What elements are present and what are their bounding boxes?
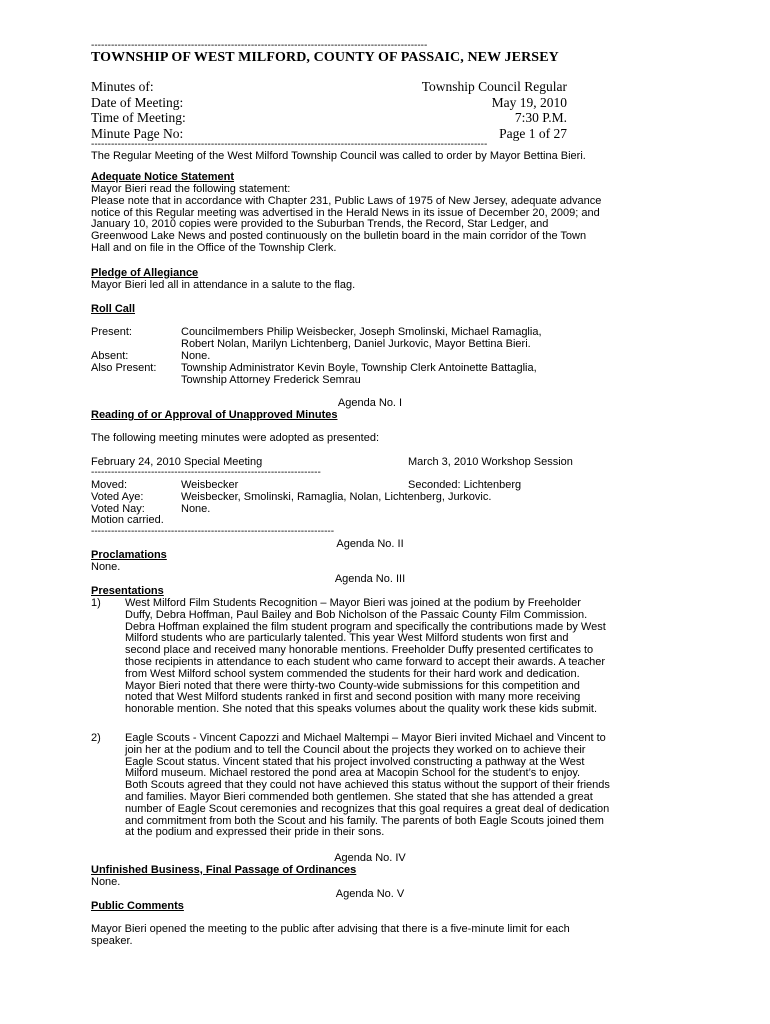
pledge-text: Mayor Bieri led all in attendance in a salute to the flag. <box>91 279 356 291</box>
header-value-page: Page 1 of 27 <box>499 125 567 141</box>
paragraph-line: Milford museum. Michael restored the pond area at Macopin School for the student’s to enjoy. <box>125 767 581 780</box>
paragraph-line: at the podium and expressed their pride in their sons. <box>125 826 385 839</box>
paragraph-line: Mayor Bieri read the following statement: <box>91 183 291 195</box>
adequate-notice-text <box>91 184 671 255</box>
meeting-mar-3: March 3, 2010 Workshop Session <box>408 456 573 468</box>
voted-nay-label: Voted Nay: <box>91 503 145 515</box>
meeting-feb-24: February 24, 2010 Special Meeting <box>91 456 263 468</box>
agenda-1-label: Agenda No. I <box>337 397 403 409</box>
top-rule: ----------------------------------------------------------------------------------------------------- <box>91 41 428 51</box>
paragraph-line: honorable mention. She noted that this speaks volumes about the quality work these kids submit. <box>125 703 598 716</box>
public-comments-heading: Public Comments <box>91 900 184 912</box>
voted-aye-label: Voted Aye: <box>91 491 144 503</box>
header-label-page: Minute Page No: <box>91 125 184 141</box>
agenda-1-heading: Reading of or Approval of Unapproved Minutes <box>91 409 338 421</box>
header-label-time: Time of Meeting: <box>91 110 186 126</box>
also-present-line-1: Township Administrator Kevin Boyle, Township Clerk Antoinette Battaglia, <box>181 362 537 374</box>
header-label-date: Date of Meeting: <box>91 94 184 110</box>
agenda-3-label: Agenda No. III <box>334 573 406 585</box>
moved-label: Moved: <box>91 479 128 491</box>
paragraph-line: Debra Hoffman explained the film student program and specifically the contributions made by West <box>125 620 606 633</box>
motion-carried: Motion carried. <box>91 514 164 526</box>
agenda-4-label: Agenda No. IV <box>334 852 406 864</box>
agenda-2-label: Agenda No. II <box>336 538 404 550</box>
present-label: Present: <box>91 326 132 338</box>
proclamations-text: None. <box>91 561 121 573</box>
paragraph-line: number of Eagle Scout ceremonies and recognizes that this goal requires a great deal of dedication <box>125 802 610 815</box>
paragraph-line: West Milford Film Students Recognition – Mayor Bieri was joined at the podium by Freeholder <box>125 597 581 609</box>
intro-text: The Regular Meeting of the West Milford Township Council was called to order by Mayor Bettina Bieri. <box>91 150 586 162</box>
moved-value: Weisbecker <box>181 479 239 491</box>
paragraph-line: second place and received many honorable mentions. Freeholder Duffy presented certificates to <box>125 644 594 657</box>
seconded-text: Seconded: Lichtenberg <box>408 479 522 491</box>
proclamations-heading: Proclamations <box>91 549 167 561</box>
header-label-minutes-of: Minutes of: <box>91 79 154 94</box>
presentation-2-text <box>125 733 685 839</box>
paragraph-line: Please note that in accordance with Chapter 231, Public Laws of 1975 of New Jersey, adequate advance <box>91 194 602 207</box>
paragraph-line: noted that West Milford students ranked in first and second position with many more receiving <box>125 691 581 704</box>
agenda-1-end-rule: ------------------------------------------------------------------------- <box>91 527 335 537</box>
absent-value: None. <box>181 350 211 362</box>
agenda-1-intro: The following meeting minutes were adopted as presented: <box>91 432 380 444</box>
paragraph-line: Duffy, Debra Hoffman, Paul Bailey and Bob Nicholson of the Passaic County Film Commission. <box>125 608 588 621</box>
paragraph-line: those recipients in attendance to each student who came forward to accept their awards. A teacher <box>125 655 606 668</box>
presentation-2-number: 2) <box>91 732 101 744</box>
document-title: TOWNSHIP OF WEST MILFORD, COUNTY OF PASSAIC, NEW JERSEY <box>91 50 559 65</box>
present-line-2: Robert Nolan, Marilyn Lichtenberg, Daniel Jurkovic, Mayor Bettina Bieri. <box>181 338 531 350</box>
paragraph-line: speaker. <box>91 934 133 947</box>
paragraph-line: Greenwood Lake News and posted continuously on the bulletin board in the main corridor of the Town <box>91 230 587 243</box>
unfinished-business-heading: Unfinished Business, Final Passage of Ordinances <box>91 864 357 876</box>
voted-nay-value: None. <box>181 503 211 515</box>
agenda-5-label: Agenda No. V <box>335 888 405 900</box>
header-value-date: May 19, 2010 <box>491 94 567 110</box>
presentation-1-text <box>125 598 685 716</box>
header-values <box>380 79 567 141</box>
header-labels <box>91 79 186 141</box>
absent-label: Absent: <box>91 350 129 362</box>
paragraph-line: Eagle Scout status. Vincent stated that his project involved constructing a pathway at the West <box>125 755 585 768</box>
adequate-notice-heading: Adequate Notice Statement <box>91 171 235 183</box>
paragraph-line: January 10, 2010 copies were provided to the Suburban Trends, the Record, Star Ledger, and <box>91 218 549 231</box>
header-rule: ----------------------------------------------------------------------------------------------------------------------- <box>91 140 488 150</box>
voted-aye-value: Weisbecker, Smolinski, Ramaglia, Nolan, Lichtenberg, Jurkovic. <box>181 491 492 503</box>
paragraph-line: Milford students who are particularly talented. This year West Milford students won first and <box>125 632 569 645</box>
paragraph-line: Both Scouts agreed that they could not have achieved this status without the support of their friends <box>125 779 610 792</box>
paragraph-line: and families. Mayor Bieri commended both gentlemen. She stated that she has attended a great <box>125 790 593 803</box>
paragraph-line: Mayor Bieri noted that there were thirty-two County-wide submissions for this competition and <box>125 679 580 692</box>
roll-call-heading: Roll Call <box>91 303 136 315</box>
paragraph-line: notice of this Regular meeting was advertised in the Herald News in its issue of December 20, 2009; and <box>91 206 600 219</box>
unfinished-business-text: None. <box>91 876 121 888</box>
vote-rule: --------------------------------------------------------------------- <box>91 468 321 478</box>
paragraph-line: from West Milford school system commended the students for their hard work and dedication. <box>125 667 580 680</box>
presentations-heading: Presentations <box>91 585 164 597</box>
paragraph-line: Hall and on file in the Office of the Township Clerk. <box>91 241 337 254</box>
paragraph-line: and commitment from both the Scout and his family. The parents of both Eagle Scouts joined them <box>125 814 604 827</box>
public-comments-text <box>91 924 671 948</box>
presentation-1-number: 1) <box>91 597 101 609</box>
also-present-label: Also Present: <box>91 362 157 374</box>
also-present-line-2: Township Attorney Frederick Semrau <box>181 374 361 386</box>
header-value-time: 7:30 P.M. <box>514 110 567 126</box>
present-line-1: Councilmembers Philip Weisbecker, Joseph Smolinski, Michael Ramaglia, <box>181 326 542 338</box>
paragraph-line: Eagle Scouts - Vincent Capozzi and Michael Maltempi – Mayor Bieri invited Michael and Vincent to <box>125 732 606 744</box>
pledge-heading: Pledge of Allegiance <box>91 267 199 279</box>
paragraph-line: join her at the podium and to tell the Council about the projects they worked on to achieve their <box>125 743 586 756</box>
paragraph-line: Mayor Bieri opened the meeting to the public after advising that there is a five-minute limit for each <box>91 923 570 935</box>
header-value-meeting-type: Township Council Regular <box>421 79 567 94</box>
